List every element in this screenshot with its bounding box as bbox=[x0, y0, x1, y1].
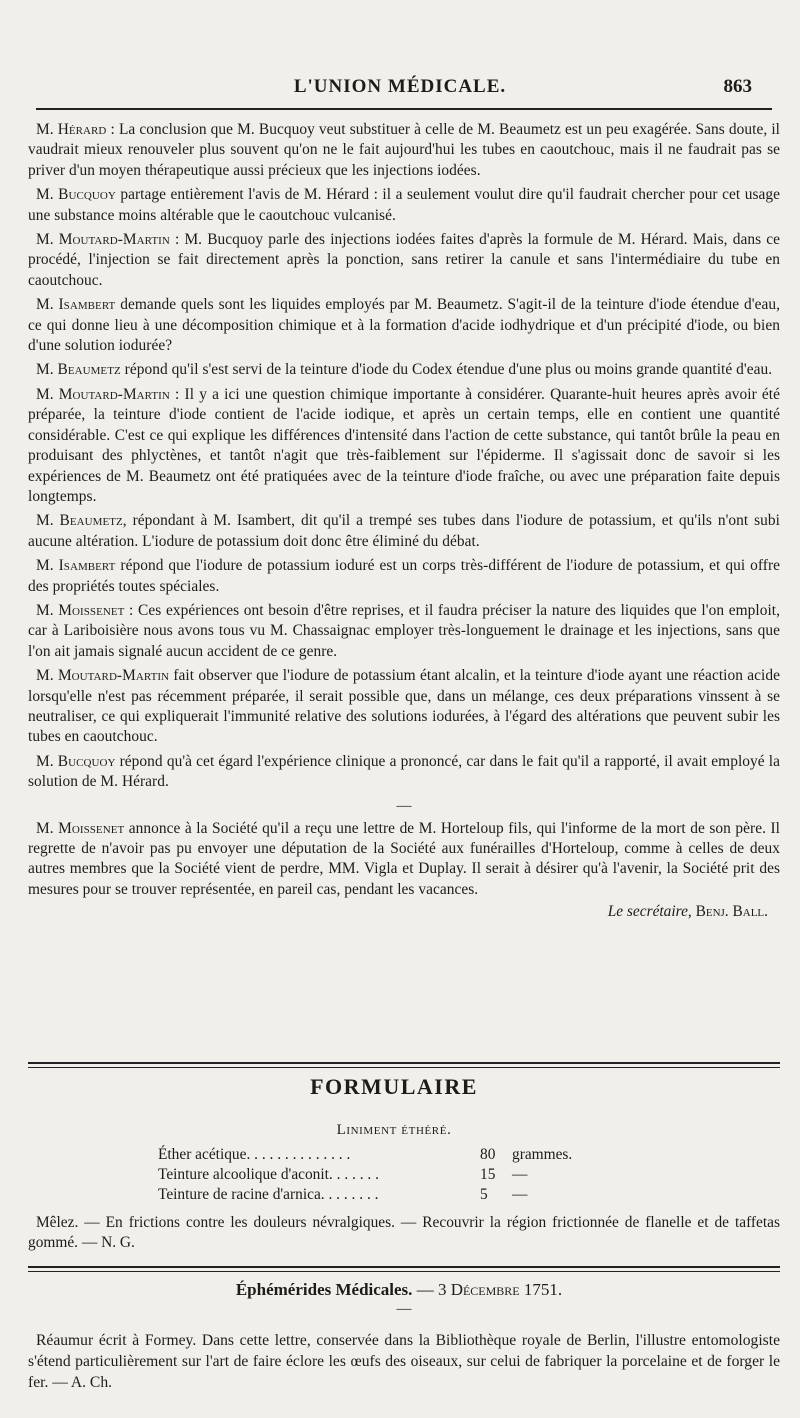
page-number: 863 bbox=[723, 76, 752, 97]
ephemerides-title-main: Éphémérides Médicales. bbox=[235, 1280, 413, 1299]
section-separator: — bbox=[396, 797, 412, 814]
ingredient-quantity: 80 bbox=[480, 1146, 496, 1163]
page-header bbox=[36, 72, 764, 106]
ingredient-list bbox=[158, 1145, 598, 1205]
paragraph-text: répond qu'à cet égard l'expérience clinique a prononcé, car dans le fait qu'il a rapporté, il avait employé la solution de M. Hérard. bbox=[28, 752, 781, 791]
discussion-section bbox=[28, 120, 780, 923]
speaker-name: M. Beaumetz bbox=[36, 512, 123, 530]
signature-name: Benj. Ball. bbox=[691, 903, 768, 921]
speaker-name: M. Moutard-Martin bbox=[36, 667, 170, 685]
ephemerides-date: — 3 Décembre 1751. bbox=[412, 1280, 563, 1299]
speaker-name: M. Moissenet bbox=[36, 601, 125, 619]
ephemerides-text: Réaumur écrit à Formey. Dans cette lettre, conservée dans la Bibliothèque royale de Berlin, l'illustre entomologiste s'étend particulièrement sur l'art de faire éclore les œufs des oiseaux, sur celui de fabriquer la porcelaine et de forger le fer. — A. Ch. bbox=[28, 1332, 780, 1391]
paragraph-text: : Il y a ici une question chimique importante à considérer. Quarante-huit heures après avoir été préparée, la teinture d'iode contient de l'acide iodique, et après un certain temps, elle en contient une quantité considérable. C'est ce qui explique les différences d'intensité dans l'action de cette substance, qui tantôt brûle la peau en produisant des phlyctènes, et tantôt n'agit que très-faiblement sur l'épiderme. Il s'agissait donc de savoir si les expériences de M. Beaumetz ont été pratiquées avec de la teinture d'iode fraîche, ou avec une préparation faite depuis longtemps. bbox=[28, 385, 780, 505]
paragraph bbox=[28, 230, 780, 291]
paragraph bbox=[28, 360, 780, 380]
paragraph bbox=[28, 752, 780, 793]
paragraph bbox=[28, 511, 780, 552]
journal-title: L'UNION MÉDICALE. bbox=[293, 76, 507, 97]
speaker-name: M. Moissenet bbox=[36, 819, 125, 837]
paragraph-text: : La conclusion que M. Bucquoy veut substituer à celle de M. Beaumetz est un peu exagérée. Sans doute, il vaudrait mieux renouveler plus souvent qu'on ne le fait aujourd'hui les tubes en caoutchouc, mais il ne faudrait pas se priver d'un moyen thérapeutique aussi précieux que les injections iodées. bbox=[28, 121, 780, 179]
ingredient-quantity: 5 bbox=[480, 1186, 488, 1203]
speaker-name: M. Beaumetz bbox=[36, 361, 121, 379]
section-title: FORMULAIRE bbox=[310, 1074, 478, 1099]
ephemerides-separator: — bbox=[396, 1301, 412, 1317]
ingredient-quantity: 15 bbox=[480, 1166, 496, 1183]
recipe-title: Liniment éthéré. bbox=[336, 1122, 452, 1138]
speaker-name: M. Moutard-Martin bbox=[36, 231, 170, 249]
speaker-name: M. Hérard bbox=[36, 121, 107, 138]
paragraph bbox=[28, 601, 780, 662]
recipe-note: Mêlez. — En frictions contre les douleurs névralgiques. — Recouvrir la région frictionnée de flanelle et de taffetas gommé. — N. G. bbox=[28, 1214, 780, 1252]
paragraph bbox=[28, 385, 780, 507]
paragraph-text: demande quels sont les liquides employés par M. Beaumetz. S'agit-il de la teinture d'iode étendue d'eau, ce qui donne lieu à une décomposition chimique et à la formation d'acide iodhydrique et d'un précipité d'iode, ou bien d'une solution iodurée? bbox=[28, 296, 780, 355]
speaker-name: M. Isambert bbox=[36, 296, 116, 314]
paragraph bbox=[28, 295, 780, 356]
ephemerides-section bbox=[28, 1280, 780, 1393]
paragraph-text: annonce à la Société qu'il a reçu une lettre de M. Horteloup fils, qui l'informe de la mort de son père. Il regrette de n'avoir pas pu envoyer une députation de la Société aux funérailles d'Horteloup, comme à celles de deux autres membres que la Société vient de perdre, MM. Vigla et Duplay. Il serait à désirer qu'à l'avenir, la Société prit des mesures pour se trouver représentée, en pareil cas, pendant les vacances. bbox=[28, 819, 780, 898]
ephemerides-title bbox=[18, 1280, 780, 1300]
ingredient-name: Teinture alcoolique d'aconit. . . . . . . bbox=[158, 1166, 379, 1183]
speaker-name: M. Isambert bbox=[36, 557, 116, 575]
header-rule bbox=[36, 108, 772, 110]
ingredient-name: Éther acétique. . . . . . . . . . . . . . bbox=[158, 1146, 351, 1163]
ingredient-unit: — bbox=[512, 1186, 528, 1203]
ingredient-row bbox=[158, 1185, 598, 1205]
ingredient-unit: — bbox=[512, 1166, 528, 1183]
ingredient-row bbox=[158, 1165, 598, 1185]
paragraph-text: : Ces expériences ont besoin d'être reprises, et il faudra préciser la nature des liquides que l'on emploit, car à Lariboisière nous avons tous vu M. Chassaignac employer très-longuement le drainage et les injections, sans que l'on ait jamais signalé aucun accident de ce genre. bbox=[28, 601, 781, 660]
paragraph-text: , répondant à M. Isambert, dit qu'il a trempé ses tubes dans l'iodure de potassium, et qu'ils n'ont subi aucune altération. L'iodure de potassium doit donc être éliminé du débat. bbox=[28, 512, 780, 550]
ingredient-name: Teinture de racine d'arnica. . . . . . . . bbox=[158, 1186, 379, 1203]
section-rule bbox=[28, 1062, 780, 1068]
paragraph-text: répond qu'il s'est servi de la teinture d'iode du Codex étendue d'une plus ou moins grande quantité d'eau. bbox=[120, 361, 773, 379]
speaker-name: M. Moutard-Martin bbox=[36, 385, 170, 403]
paragraph bbox=[28, 120, 780, 181]
paragraph-text: partage entièrement l'avis de M. Hérard : il a seulement voulut dire qu'il faudrait chercher pour cet usage une substance moins altérable que le caoutchouc vulcanisé. bbox=[28, 186, 780, 224]
paragraph-text: répond que l'iodure de potassium ioduré est un corps très-différent de l'iodure de potassium, et qui offre des propriétés toutes spéciales. bbox=[28, 557, 780, 595]
paragraph bbox=[28, 666, 780, 748]
announcement-paragraph bbox=[28, 819, 780, 901]
ingredient-row bbox=[158, 1145, 598, 1165]
speaker-name: M. Bucquoy bbox=[36, 752, 116, 770]
speaker-name: M. Bucquoy bbox=[36, 186, 116, 204]
signature bbox=[28, 902, 780, 922]
signature-role: Le secrétaire, bbox=[607, 903, 692, 921]
paragraph bbox=[28, 185, 780, 226]
formulaire-section bbox=[28, 1074, 780, 1254]
section-rule bbox=[28, 1266, 780, 1272]
paragraph-text: : M. Bucquoy parle des injections iodées faites d'après la formule de M. Hérard. Mais, dans ce procédé, l'injection se fait directement après la ponction, sans retirer la canule et sans l'intermédiaire du tube en caoutchouc. bbox=[28, 231, 781, 289]
paragraph-text: fait observer que l'iodure de potassium étant alcalin, et la teinture d'iode ayant une réaction acide lorsqu'elle n'est pas récemment préparée, il serait possible que, dans un mélange, ces deux préparations vinssent à se neutraliser, ce qui expliquerait l'immunité relative des solutions iodurées, à l'égard des altérations que peuvent subir les tubes en caoutchouc. bbox=[28, 667, 780, 746]
ingredient-unit: grammes. bbox=[512, 1146, 573, 1163]
paragraph bbox=[28, 556, 780, 597]
